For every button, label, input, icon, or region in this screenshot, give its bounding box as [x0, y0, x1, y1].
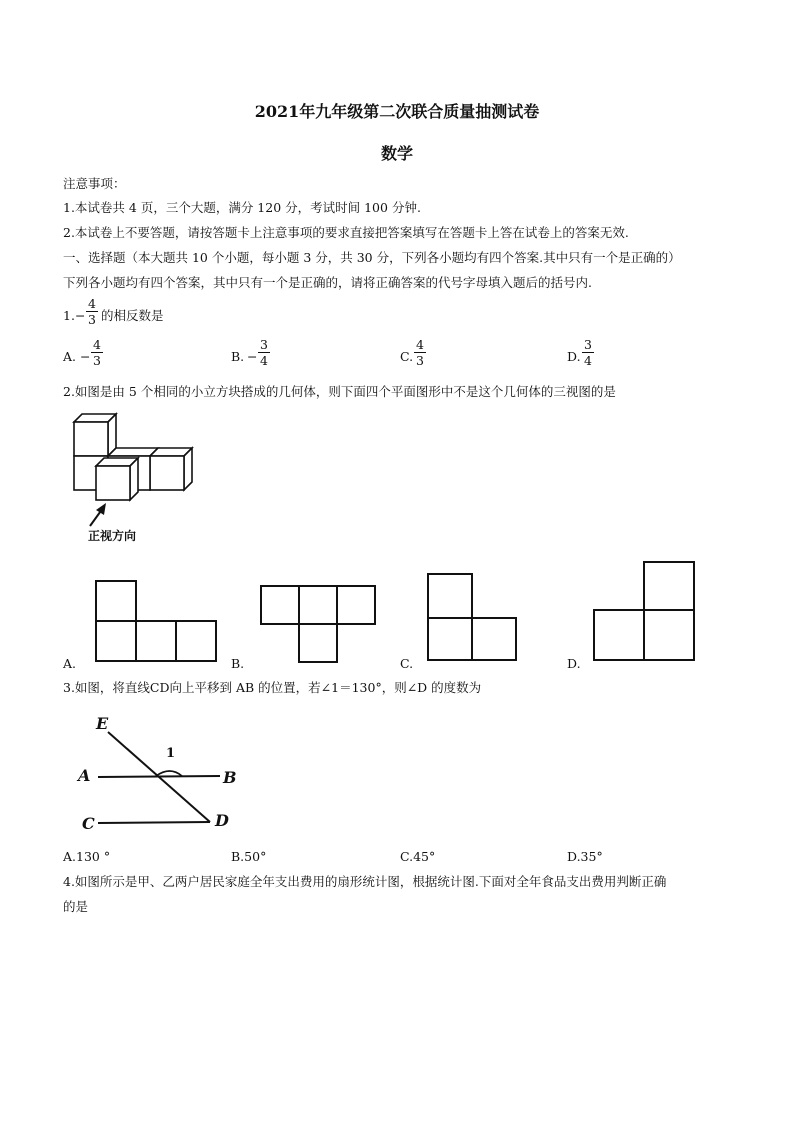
option-fraction: [414, 338, 426, 368]
notes-heading: 注意事项：: [63, 176, 126, 191]
option-denominator: 4: [584, 353, 592, 368]
label-b: B: [223, 768, 237, 787]
option-fraction: [91, 338, 103, 368]
option-numerator: 3: [582, 338, 594, 353]
q1-minus: −: [75, 308, 86, 323]
option-letter: A.: [63, 349, 77, 364]
option-letter: B.: [231, 349, 245, 364]
q2-text: 2.如图是由 5 个相同的小立方块搭成的几何体，则下面四个平面图形中不是这个几何体的三视图的是: [63, 384, 616, 399]
option-numerator: 4: [414, 338, 426, 353]
q4-text-line2: 的是: [63, 899, 89, 914]
q2-option-c-figure: [422, 568, 522, 664]
option-denominator: 3: [416, 353, 424, 368]
option-letter: D.: [567, 349, 581, 364]
option-letter: C.: [400, 349, 414, 364]
option-sign: −: [80, 349, 91, 364]
section-instructions-line2: 下列各小题均有四个答案，其中只有一个是正确的，请将正确答案的代号字母填入题后的括号内.: [63, 275, 592, 290]
q2-option-a[interactable]: A.: [63, 656, 77, 671]
option-numerator: 4: [91, 338, 103, 353]
section-instructions-line1: 一、选择题（本大题共 10 个小题，每小题 3 分，共 30 分，下列各小题均有四个答案.其中只有一个是正确的）: [63, 250, 681, 265]
stacked-cubes-drawing: [74, 414, 192, 526]
option-sign: −: [247, 349, 258, 364]
parallel-lines-drawing: [98, 732, 220, 823]
q1-numerator: 4: [86, 297, 98, 312]
q2-option-b[interactable]: B.: [231, 656, 245, 671]
q2-option-b-figure: [255, 580, 380, 670]
label-1: 1: [166, 746, 176, 761]
label-a: A: [78, 766, 91, 785]
q1-denominator: 3: [88, 312, 96, 327]
option-denominator: 3: [93, 353, 101, 368]
q3-option-c[interactable]: C.45°: [400, 849, 436, 864]
q1-fraction: [86, 297, 98, 327]
option-denominator: 4: [260, 353, 268, 368]
label-d: D: [215, 811, 229, 830]
note-item-1: 1.本试卷共 4 页，三个大题，满分 120 分，考试时间 100 分钟.: [63, 200, 421, 215]
q3-option-d[interactable]: D.35°: [567, 849, 603, 864]
option-numerator: 3: [258, 338, 270, 353]
q2-option-d[interactable]: D.: [567, 656, 581, 671]
subject-title: 数学: [380, 144, 413, 163]
q2-option-d-figure: [590, 558, 700, 664]
q3-option-a[interactable]: A.130 °: [63, 849, 111, 864]
label-c: C: [82, 814, 95, 833]
view-direction-label: 正视方向: [88, 529, 137, 543]
option-fraction: [582, 338, 594, 368]
option-fraction: [258, 338, 270, 368]
label-e: E: [96, 714, 109, 733]
note-item-2: 2.本试卷上不要答题，请按答题卡上注意事项的要求直接把答案填写在答题卡上答在试卷上的答案无效.: [63, 225, 629, 240]
q4-text-line1: 4.如图所示是甲、乙两户居民家庭全年支出费用的扇形统计图，根据统计图.下面对全年食品支出费用判断正确: [63, 874, 667, 889]
q1-suffix: 的相反数是: [101, 308, 164, 323]
q1-prefix: 1.: [63, 308, 75, 323]
exam-title: 2021年九年级第二次联合质量抽测试卷: [254, 102, 540, 121]
q2-option-c[interactable]: C.: [400, 656, 414, 671]
q3-text: 3.如图，将直线CD向上平移到 AB 的位置，若∠1＝130°，则∠D 的度数为: [63, 680, 482, 695]
q3-option-b[interactable]: B.50°: [231, 849, 267, 864]
q2-option-a-figure: [90, 575, 230, 665]
